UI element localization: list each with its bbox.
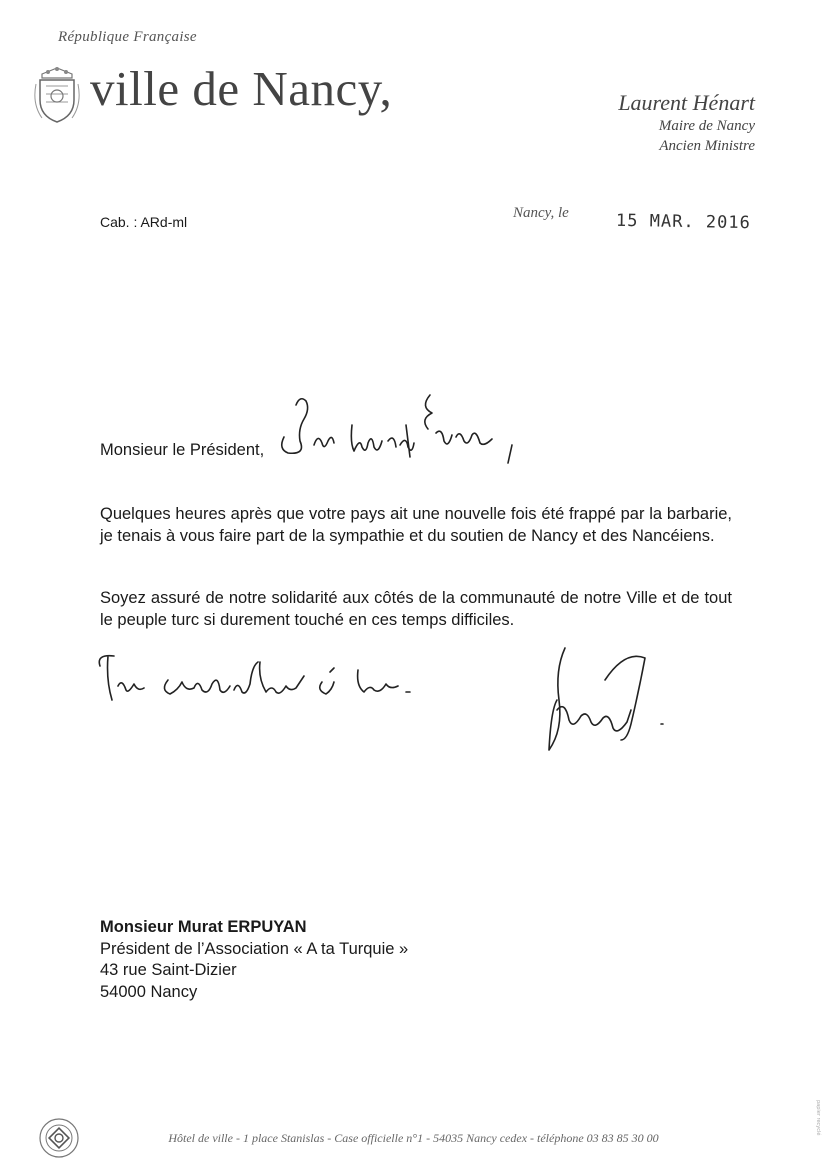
date-stamp: 15 MAR. 2016 <box>615 210 751 234</box>
sender-title-mayor: Maire de Nancy <box>658 118 755 134</box>
recipient-name: Monsieur Murat ERPUYAN <box>100 918 307 936</box>
footer-address: Hôtel de ville - 1 place Stanislas - Case officielle n°1 - 54035 Nancy cedex - téléphone 03 83 85 30 00 <box>168 1131 659 1145</box>
recipient-line-1: Président de l’Association « A ta Turquie » <box>100 939 409 958</box>
handwritten-dedication-icon <box>270 385 530 475</box>
sender-title-minister: Ancien Ministre <box>659 138 755 154</box>
sender-name: Laurent Hénart <box>618 90 755 115</box>
recipient-line-2: 43 rue Saint-Dizier <box>100 961 237 979</box>
reference-code: Cab. : ARd-ml <box>100 214 188 230</box>
letter-paragraph-2: Soyez assuré de notre solidarité aux côtés de la communauté de notre Ville et de tout le peuple turc si durement touché en ces temps difficiles. <box>100 589 732 629</box>
republique-francaise-label: République Française <box>58 29 197 45</box>
date-place: Nancy, le <box>513 205 569 221</box>
signature-icon <box>535 640 675 760</box>
printer-note: papier recyclé <box>815 1100 821 1136</box>
sender-block <box>618 90 755 156</box>
ville-de-nancy-title: ville de Nancy, <box>90 61 393 116</box>
letter-greeting: Monsieur le Président, <box>100 441 265 459</box>
recipient-address <box>100 917 408 1003</box>
nancy-coat-of-arms-icon <box>34 64 80 126</box>
letter-paragraph-1: Quelques heures après que votre pays ait une nouvelle fois été frappé par la barbarie, je tenais à vous faire part de la sympathie et du soutien de Nancy et des Nancéiens. <box>100 505 732 545</box>
handwritten-closing-icon <box>90 640 430 710</box>
recipient-line-3: 54000 Nancy <box>100 982 198 1001</box>
